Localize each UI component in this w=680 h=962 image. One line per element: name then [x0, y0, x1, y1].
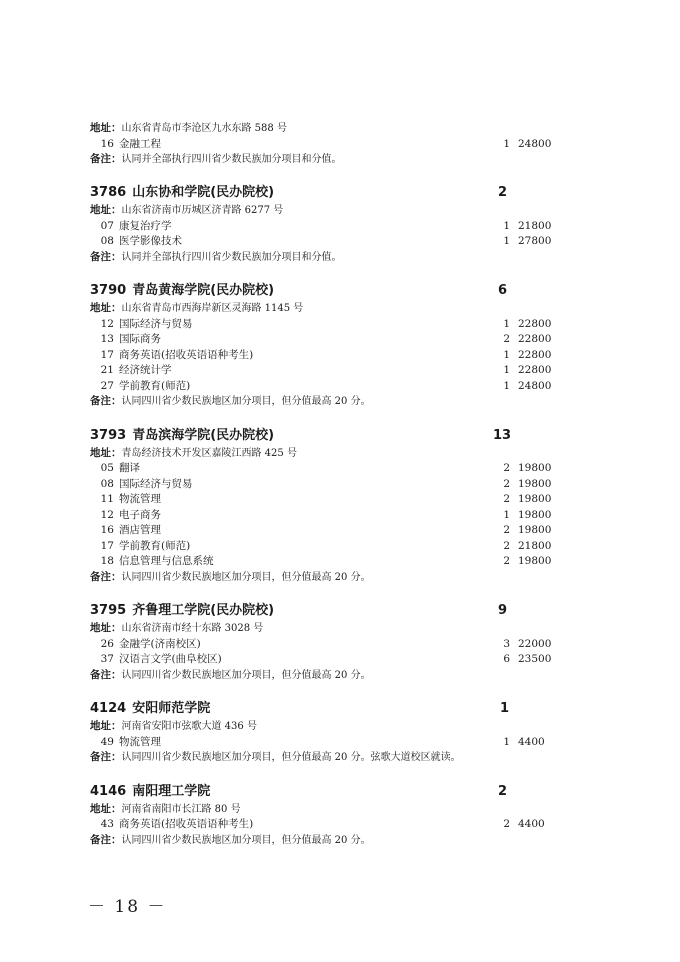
major-row: [96, 137, 161, 151]
major-code: 21: [100, 364, 114, 376]
major-code: 08: [100, 235, 114, 247]
major-name: 物流管理: [119, 736, 161, 748]
school-code: 4124: [90, 701, 127, 716]
address-label: 地址：: [90, 622, 122, 634]
major-row: [96, 539, 190, 553]
address-label: 地址：: [90, 204, 122, 216]
major-plan: 2: [503, 462, 510, 474]
address-text: 河南省南阳市长江路 80 号: [121, 804, 241, 815]
major-plan: 2: [503, 540, 510, 552]
school-header: [90, 701, 210, 717]
note-text: 认同四川省少数民族地区加分项目，但分值最高 20 分。: [121, 835, 371, 846]
major-code: 26: [100, 638, 114, 650]
school-address: [90, 301, 303, 316]
major-row: [96, 363, 172, 377]
school-code: 3790: [90, 283, 127, 298]
school-code: 4146: [90, 784, 127, 799]
major-code: 08: [100, 478, 114, 490]
address-label: 地址：: [90, 302, 122, 314]
major-plan: 2: [503, 478, 510, 490]
continuation-address: [90, 121, 287, 136]
school-code: 3795: [90, 603, 127, 618]
note-text: 认同并全部执行四川省少数民族加分项目和分值。: [121, 154, 342, 165]
school-name: 山东协和学院(民办院校): [132, 185, 275, 200]
major-fee: 4400: [518, 818, 545, 830]
school-total: 6: [498, 283, 508, 298]
major-plan: 2: [503, 333, 510, 345]
major-row: [96, 234, 182, 248]
major-fee: 24800: [518, 380, 552, 392]
major-name: 学前教育(师范): [119, 380, 191, 392]
school-note: [90, 668, 371, 683]
school-total: 1: [500, 701, 510, 716]
address-text: 山东省青岛市李沧区九水东路 588 号: [121, 123, 287, 134]
major-name: 物流管理: [119, 493, 161, 505]
major-plan: 1: [503, 138, 510, 150]
page-number: － 18 －: [88, 897, 167, 917]
major-code: 07: [100, 220, 114, 232]
major-code: 18: [100, 555, 114, 567]
major-code: 16: [100, 524, 114, 536]
major-fee: 23500: [518, 653, 552, 665]
major-name: 国际商务: [119, 333, 161, 345]
school-header: [90, 428, 274, 444]
school-address: [90, 446, 297, 461]
address-label: 地址：: [90, 447, 122, 459]
major-plan: 2: [503, 818, 510, 830]
school-total: 9: [498, 603, 508, 618]
major-name: 商务英语(招收英语语种考生): [119, 349, 254, 361]
major-plan: 1: [503, 318, 510, 330]
major-row: [96, 332, 161, 346]
major-code: 17: [100, 349, 114, 361]
school-note: [90, 394, 371, 409]
school-address: [90, 203, 283, 218]
note-text: 认同四川省少数民族地区加分项目，但分值最高 20 分。: [121, 396, 371, 407]
school-address: [90, 621, 263, 636]
address-text: 山东省济南市经十东路 3028 号: [121, 623, 264, 634]
major-row: [96, 317, 193, 331]
major-fee: 4400: [518, 736, 545, 748]
major-code: 12: [100, 318, 114, 330]
note-label: 备注：: [90, 669, 122, 681]
major-plan: 6: [503, 653, 510, 665]
major-plan: 1: [503, 220, 510, 232]
major-code: 37: [100, 653, 114, 665]
school-total: 2: [498, 185, 508, 200]
note-label: 备注：: [90, 751, 122, 763]
major-fee: 22800: [518, 333, 552, 345]
note-label: 备注：: [90, 395, 122, 407]
school-name: 青岛黄海学院(民办院校): [132, 283, 275, 298]
major-name: 商务英语(招收英语语种考生): [119, 818, 254, 830]
school-address: [90, 719, 257, 734]
note-text: 认同四川省少数民族地区加分项目，但分值最高 20 分。: [121, 572, 371, 583]
major-code: 11: [100, 493, 114, 505]
major-name: 酒店管理: [119, 524, 161, 536]
school-note: [90, 833, 371, 848]
continuation-note: [90, 152, 342, 167]
major-plan: 1: [503, 349, 510, 361]
major-row: [96, 554, 214, 568]
address-label: 地址：: [90, 720, 122, 732]
major-plan: 1: [503, 736, 510, 748]
school-address: [90, 802, 241, 817]
major-name: 信息管理与信息系统: [119, 555, 214, 567]
major-row: [96, 348, 253, 362]
school-header: [90, 784, 210, 800]
major-fee: 19800: [518, 493, 552, 505]
major-row: [96, 652, 222, 666]
note-label: 备注：: [90, 834, 122, 846]
major-row: [96, 379, 190, 393]
major-code: 05: [100, 462, 114, 474]
major-row: [96, 817, 253, 831]
major-name: 电子商务: [119, 509, 161, 521]
major-fee: 22000: [518, 638, 552, 650]
major-name: 经济统计学: [119, 364, 172, 376]
note-label: 备注：: [90, 251, 122, 263]
note-text: 认同四川省少数民族地区加分项目，但分值最高 20 分。: [121, 670, 371, 681]
major-row: [96, 477, 193, 491]
major-fee: 22800: [518, 318, 552, 330]
major-row: [96, 508, 161, 522]
school-total: 13: [493, 428, 512, 443]
address-text: 山东省青岛市西海岸新区灵海路 1145 号: [121, 303, 304, 314]
school-name: 南阳理工学院: [132, 784, 211, 799]
school-total: 2: [498, 784, 508, 799]
school-header: [90, 603, 274, 619]
major-row: [96, 492, 161, 506]
major-plan: 2: [503, 524, 510, 536]
major-fee: 19800: [518, 524, 552, 536]
major-fee: 22800: [518, 349, 552, 361]
note-text: 认同四川省少数民族地区加分项目，但分值最高 20 分。弦歌大道校区就读。: [121, 752, 461, 763]
major-fee: 21800: [518, 540, 552, 552]
school-header: [90, 185, 274, 201]
school-note: [90, 250, 342, 265]
school-name: 安阳师范学院: [132, 701, 211, 716]
address-label: 地址：: [90, 122, 122, 134]
major-row: [96, 219, 172, 233]
school-header: [90, 283, 274, 299]
address-text: 青岛经济技术开发区嘉陵江西路 425 号: [121, 448, 297, 459]
major-fee: 22800: [518, 364, 552, 376]
major-name: 金融工程: [119, 138, 161, 150]
major-row: [96, 735, 161, 749]
note-label: 备注：: [90, 571, 122, 583]
major-plan: 1: [503, 509, 510, 521]
major-fee: 19800: [518, 478, 552, 490]
major-row: [96, 637, 201, 651]
major-plan: 2: [503, 493, 510, 505]
major-plan: 1: [503, 235, 510, 247]
major-fee: 19800: [518, 509, 552, 521]
school-name: 青岛滨海学院(民办院校): [132, 428, 275, 443]
major-name: 国际经济与贸易: [119, 478, 193, 490]
major-code: 13: [100, 333, 114, 345]
school-code: 3793: [90, 428, 127, 443]
major-row: [96, 523, 161, 537]
major-name: 康复治疗学: [119, 220, 172, 232]
major-plan: 1: [503, 380, 510, 392]
major-plan: 2: [503, 555, 510, 567]
major-code: 17: [100, 540, 114, 552]
major-code: 49: [100, 736, 114, 748]
major-fee: 21800: [518, 220, 552, 232]
major-name: 金融学(济南校区): [119, 638, 201, 650]
major-fee: 24800: [518, 138, 552, 150]
major-name: 翻译: [119, 462, 140, 474]
major-name: 汉语言文学(曲阜校区): [119, 653, 222, 665]
school-note: [90, 750, 461, 765]
major-code: 27: [100, 380, 114, 392]
note-text: 认同并全部执行四川省少数民族加分项目和分值。: [121, 252, 342, 263]
major-name: 医学影像技术: [119, 235, 182, 247]
major-code: 12: [100, 509, 114, 521]
major-code: 43: [100, 818, 114, 830]
major-fee: 19800: [518, 555, 552, 567]
school-note: [90, 570, 371, 585]
major-code: 16: [100, 138, 114, 150]
major-plan: 1: [503, 364, 510, 376]
school-code: 3786: [90, 185, 127, 200]
major-name: 学前教育(师范): [119, 540, 191, 552]
note-label: 备注：: [90, 153, 122, 165]
major-plan: 3: [503, 638, 510, 650]
address-label: 地址：: [90, 803, 122, 815]
major-fee: 27800: [518, 235, 552, 247]
major-fee: 19800: [518, 462, 552, 474]
major-row: [96, 461, 140, 475]
school-name: 齐鲁理工学院(民办院校): [132, 603, 275, 618]
major-name: 国际经济与贸易: [119, 318, 193, 330]
address-text: 河南省安阳市弦歌大道 436 号: [121, 721, 257, 732]
address-text: 山东省济南市历城区济青路 6277 号: [121, 205, 284, 216]
